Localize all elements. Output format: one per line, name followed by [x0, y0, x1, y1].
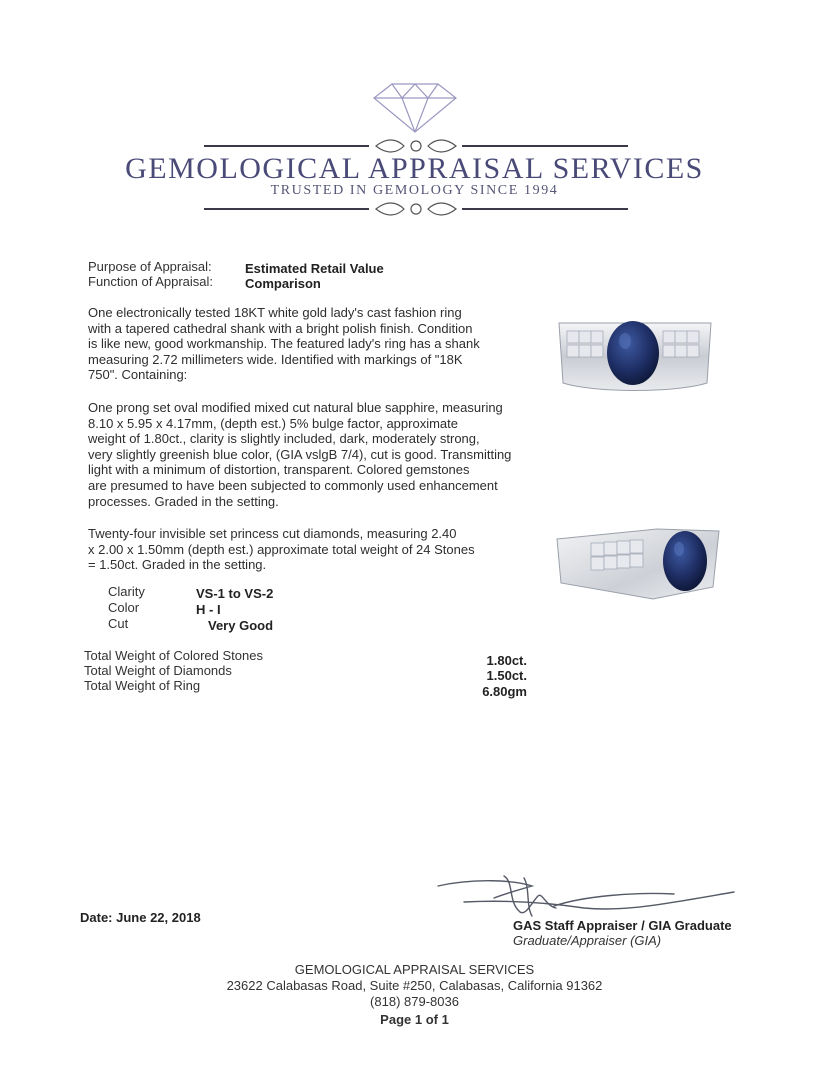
- diamond-line: = 1.50ct. Graded in the setting.: [88, 557, 267, 573]
- diamond-logo-icon: [372, 82, 458, 134]
- purpose-value: Estimated Retail Value: [245, 261, 384, 276]
- diamond-line: x 2.00 x 1.50mm (depth est.) approximate total weight of 24 Stones: [88, 541, 475, 557]
- function-value: Comparison: [245, 276, 321, 291]
- company-title: GEMOLOGICAL APPRAISAL SERVICES: [125, 152, 704, 185]
- appraiser-title: GAS Staff Appraiser / GIA Graduate: [513, 918, 732, 933]
- sapphire-description: [88, 400, 511, 509]
- footer-page-number: Page 1 of 1: [380, 1012, 449, 1027]
- header-rule-bottom-right: [462, 208, 628, 210]
- sapphire-line: are presumed to have been subjected to commonly used enhancement: [88, 477, 498, 493]
- cut-label: Cut: [108, 616, 129, 631]
- appraiser-subtitle: Graduate/Appraiser (GIA): [513, 933, 662, 948]
- sapphire-line: very slightly greenish blue color, (GIA vslgB 7/4), cut is good. Transmitting: [88, 446, 512, 462]
- total-ring-value: 6.80gm: [482, 684, 527, 699]
- company-tagline: TRUSTED IN GEMOLOGY SINCE 1994: [270, 183, 559, 198]
- diamond-line: Twenty-four invisible set princess cut diamonds, measuring 2.40: [88, 526, 457, 541]
- sapphire-line: processes. Graded in the setting.: [88, 493, 279, 509]
- ring-photo-front: [555, 315, 715, 399]
- sapphire-line: One prong set oval modified mixed cut natural blue sapphire, measuring: [88, 400, 503, 415]
- ring-line: is like new, good workmanship. The featured lady's ring has a shank: [88, 336, 480, 352]
- flourish-bottom-icon: [374, 199, 458, 219]
- color-value: H - I: [196, 602, 221, 617]
- ring-description: [88, 305, 480, 383]
- footer-phone: (818) 879-8036: [370, 994, 459, 1009]
- ring-line: with a tapered cathedral shank with a bright polish finish. Condition: [88, 320, 473, 336]
- ring-photo-angle: [553, 521, 723, 603]
- appraisal-date: Date: June 22, 2018: [80, 910, 201, 925]
- header-rule-bottom: [204, 208, 369, 210]
- footer-address: 23622 Calabasas Road, Suite #250, Calabasas, California 91362: [226, 978, 603, 993]
- sapphire-line: 8.10 x 5.95 x 4.17mm, (depth est.) 5% bulge factor, approximate: [88, 415, 458, 431]
- footer-company: GEMOLOGICAL APPRAISAL SERVICES: [294, 962, 535, 977]
- color-label: Color: [108, 600, 140, 615]
- signature-image: [434, 872, 744, 922]
- purpose-label: Purpose of Appraisal:: [88, 259, 212, 274]
- total-ring-label: Total Weight of Ring: [84, 678, 201, 693]
- ring-line: 750". Containing:: [88, 367, 188, 383]
- header-rule-top-right: [462, 145, 628, 147]
- total-colored-value: 1.80ct.: [486, 653, 527, 668]
- ring-line: measuring 2.72 millimeters wide. Identified with markings of "18K: [88, 351, 463, 367]
- ring-line: One electronically tested 18KT white gold lady's cast fashion ring: [88, 305, 462, 320]
- diamond-description: [88, 526, 475, 573]
- header-rule-top: [204, 145, 369, 147]
- total-diamonds-label: Total Weight of Diamonds: [84, 663, 232, 678]
- clarity-value: VS-1 to VS-2: [196, 586, 274, 601]
- clarity-label: Clarity: [108, 584, 145, 599]
- total-colored-label: Total Weight of Colored Stones: [84, 648, 263, 663]
- sapphire-line: light with a minimum of distortion, transparent. Colored gemstones: [88, 462, 470, 478]
- cut-value: Very Good: [208, 618, 274, 633]
- total-diamonds-value: 1.50ct.: [486, 668, 527, 683]
- sapphire-line: weight of 1.80ct., clarity is slightly included, dark, moderately strong,: [88, 431, 480, 447]
- function-label: Function of Appraisal:: [88, 274, 214, 289]
